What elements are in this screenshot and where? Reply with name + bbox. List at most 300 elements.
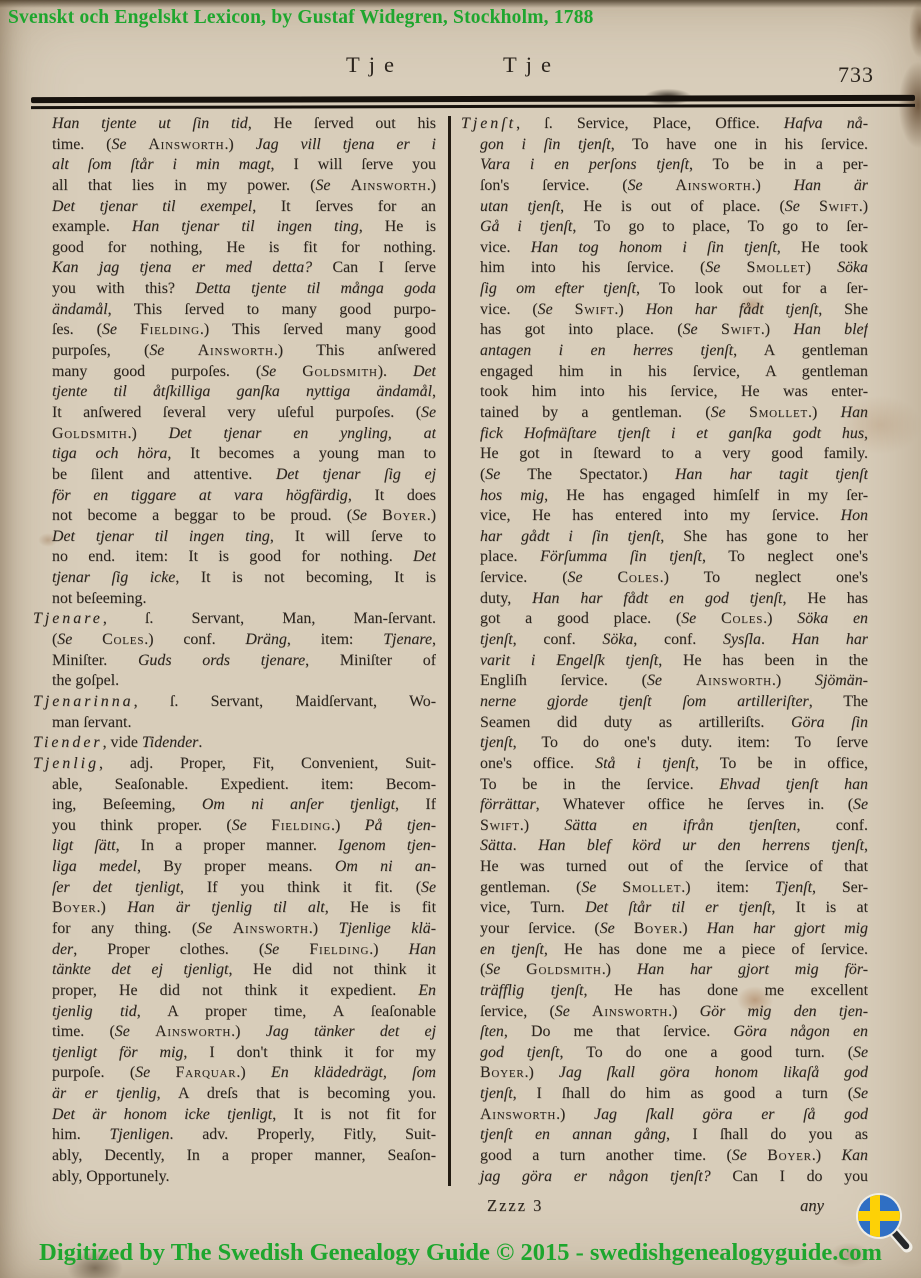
text-line: [33, 279, 436, 300]
text-segment: .: [198, 734, 203, 752]
text-segment: [643, 177, 676, 194]
text-segment: .): [369, 940, 409, 958]
text-segment: Can I ſerve: [312, 259, 436, 277]
text-segment: Tjenſt: [461, 115, 517, 132]
text-segment: ſervice, (: [480, 1002, 555, 1020]
text-segment: är er tjenlig: [52, 1085, 157, 1103]
text-line: [33, 713, 436, 734]
text-segment: , This ſerved to many good purpo-: [107, 300, 436, 318]
text-segment: Boyer: [382, 507, 427, 525]
text-segment: .): [308, 919, 339, 937]
text-segment: many good purpoſes. (: [52, 362, 262, 380]
text-line: [461, 547, 868, 568]
text-segment: ſon's ſervice. (: [480, 176, 628, 194]
text-line: [461, 1125, 868, 1146]
text-segment: Tjenare: [383, 631, 433, 649]
text-segment: , I ſhall do him as good a turn (: [512, 1085, 853, 1103]
text-segment: (: [480, 465, 486, 483]
text-segment: Tjenlig: [33, 754, 100, 772]
text-segment: ſer det tjenligt: [52, 878, 180, 896]
text-segment: Se: [581, 878, 597, 896]
text-segment: för en tiggare at vara högfärdig: [52, 486, 348, 504]
digitization-footer: Digitized by The Swedish Genealogy Guide © 2015 - swedishgenealogyguide.com: [39, 1239, 882, 1266]
text-line: [461, 1002, 868, 1023]
text-segment: Vara i en perſons tjenſt: [480, 156, 690, 174]
text-segment: Han har: [791, 631, 868, 649]
text-segment: Se: [264, 940, 280, 958]
text-line: [33, 527, 436, 548]
text-segment: ably, Decently, In a proper manner, Seaſon-: [52, 1147, 436, 1165]
text-segment: Han tjenar til ingen ting: [131, 218, 359, 236]
text-segment: En: [418, 981, 436, 999]
text-segment: Se: [485, 465, 501, 483]
text-segment: Sätta: [480, 837, 513, 855]
text-segment: liga medel: [52, 858, 137, 876]
text-segment: .): [519, 816, 565, 834]
text-segment: (: [480, 961, 486, 979]
text-line: [33, 300, 436, 321]
text-segment: , He has done me a piece of ſervice.: [543, 940, 868, 958]
text-segment: , It ſerves for an: [252, 197, 436, 215]
text-segment: utan tjenſt: [480, 197, 561, 215]
text-segment: , To be in office,: [694, 754, 868, 772]
text-segment: Engliſh ſervice. (: [480, 672, 647, 690]
text-segment: Boyer: [52, 899, 97, 917]
text-segment: Se: [114, 1023, 130, 1041]
text-segment: [726, 404, 749, 421]
text-line: [461, 816, 868, 837]
text-segment: Sjömän-: [815, 672, 868, 690]
text-segment: Han: [408, 940, 436, 958]
text-segment: [696, 610, 721, 627]
text-line: [33, 403, 436, 424]
text-segment: , He has: [782, 589, 868, 607]
text-segment: Coles: [721, 610, 764, 628]
text-line: [461, 1105, 868, 1126]
text-segment: Han: [840, 403, 868, 421]
text-line: [33, 547, 436, 568]
text-segment: . adv. Properly, Fitly, Suit-: [169, 1126, 436, 1144]
text-segment: , To do one's duty. item: To ſerve: [512, 734, 868, 752]
text-segment: , It is not becoming, It is: [175, 569, 436, 587]
text-segment: He ſerved out his: [251, 115, 436, 132]
text-line: [461, 1043, 868, 1064]
text-segment: man ſervant.: [52, 713, 132, 731]
text-line: [461, 1146, 868, 1167]
text-line: [461, 197, 868, 218]
text-segment: Se: [231, 816, 247, 834]
text-segment: antagen i en herres tjenſt: [480, 342, 734, 360]
text-segment: one's office.: [480, 754, 596, 772]
text-segment: .): [668, 1002, 700, 1020]
text-segment: tjenſt: [480, 631, 513, 649]
text-segment: , Do me that ſervice.: [503, 1023, 734, 1041]
text-segment: Stå i tjenſt: [595, 754, 695, 772]
text-line: [33, 960, 436, 981]
text-segment: Jag tänker det ej: [265, 1023, 436, 1041]
text-line: [461, 898, 868, 919]
text-segment: , He has engaged himſelf in my ſer-: [544, 486, 868, 504]
text-segment: Se: [731, 1147, 747, 1165]
text-line: [33, 775, 436, 796]
text-segment: Can I do you: [710, 1167, 868, 1185]
entry-headword-line: [461, 114, 868, 135]
text-line: [461, 300, 868, 321]
text-line: [461, 981, 868, 1002]
text-segment: Swift: [574, 300, 615, 318]
text-line: [461, 836, 868, 857]
text-segment: Jag ſkall göra honom likaſå god: [558, 1064, 868, 1082]
text-segment: Se: [421, 403, 436, 421]
text-line: [461, 1167, 868, 1188]
text-segment: , It does: [347, 486, 436, 504]
text-segment: Göra ſin: [791, 713, 868, 731]
text-segment: Han blef: [793, 321, 868, 339]
text-segment: He got in ſteward to a very good family.: [480, 445, 868, 463]
text-segment: Coles: [617, 569, 660, 587]
text-segment: Ainsworth: [480, 1105, 557, 1123]
page-number: 733: [838, 62, 874, 87]
text-line: [461, 382, 868, 403]
text-segment: ,: [864, 837, 868, 855]
text-segment: , He took: [776, 238, 868, 256]
text-segment: Ehvad tjenſt han: [719, 775, 868, 793]
text-segment: ,: [864, 424, 868, 442]
text-line: [461, 1084, 868, 1105]
text-segment: not beſeeming.: [52, 589, 147, 607]
text-segment: .): [127, 424, 169, 442]
text-segment: proper, He did not think it expedient.: [52, 981, 419, 999]
text-segment: ligt ſätt: [52, 837, 116, 855]
text-segment: Söka: [602, 631, 634, 649]
text-segment: Se: [197, 919, 213, 937]
text-line: [33, 362, 436, 383]
text-segment: .) conf.: [144, 631, 246, 649]
text-segment: .: [761, 631, 792, 649]
text-segment: ably, Opportunely.: [52, 1167, 170, 1185]
text-line: [33, 258, 436, 279]
text-segment: ,: [432, 631, 436, 649]
text-line: [33, 506, 436, 527]
text-segment: en tjenſt: [480, 940, 544, 958]
text-segment: , To go to place, To go to ſer-: [572, 218, 868, 236]
digitization-header: Svenskt och Engelskt Lexicon, by Gustaf Widegren, Stockholm, 1788: [8, 7, 594, 28]
text-segment: , To neglect one's: [701, 548, 868, 566]
text-segment: [500, 961, 526, 978]
text-segment: engaged him in his ſervice, A gentleman: [480, 362, 868, 380]
text-line: [33, 1022, 436, 1043]
text-segment: .): [807, 403, 841, 421]
text-line: [33, 1125, 436, 1146]
text-segment: Se: [135, 1064, 151, 1082]
text-segment: Ainsworth: [350, 176, 427, 194]
text-segment: Se: [853, 796, 868, 814]
text-segment: , To do one a good turn. (: [559, 1043, 853, 1061]
text-segment: , He has been in the: [658, 651, 868, 669]
text-segment: vice, He has entered into my ſervice.: [480, 507, 841, 525]
text-segment: Han är tjenlig til alt: [127, 899, 325, 917]
text-segment: Sätta en ifrån tjenſten: [564, 816, 797, 834]
text-segment: [276, 363, 302, 380]
text-segment: .) To neglect one's: [659, 569, 868, 587]
text-segment: , If you think it fit. (: [180, 878, 421, 896]
text-segment: [662, 672, 696, 689]
text-segment: har gådt i ſin tjenſt: [480, 527, 661, 545]
text-line: [461, 671, 868, 692]
text-segment: place.: [480, 548, 541, 566]
text-segment: vice.: [480, 238, 531, 256]
signature-mark: Zzzz 3: [487, 1196, 544, 1215]
text-segment: Ainsworth: [675, 176, 752, 194]
text-line: [33, 857, 436, 878]
running-head-right: Tje: [503, 52, 560, 77]
text-segment: Goldsmith: [526, 961, 602, 979]
text-segment: Sysſla: [723, 631, 761, 649]
text-segment: Boyer: [767, 1147, 812, 1165]
text-segment: vice. (: [480, 300, 538, 318]
text-segment: träfflig tjenſt: [480, 981, 584, 999]
text-segment: Smollet: [622, 878, 682, 896]
text-segment: .): [236, 1064, 271, 1082]
text-segment: ).: [377, 362, 414, 380]
text-segment: .: [512, 837, 539, 855]
text-segment: ): [805, 259, 838, 277]
text-segment: .): [601, 961, 637, 979]
text-line: [461, 919, 868, 940]
text-segment: ſig om efter tjenſt: [480, 280, 636, 298]
text-segment: Göra någon en: [733, 1023, 868, 1041]
text-segment: Förſumma ſin tjenſt: [540, 548, 702, 566]
text-line: [33, 671, 436, 692]
text-segment: Det är honom icke tjenligt: [52, 1105, 273, 1123]
text-segment: for any thing. (: [52, 919, 198, 937]
text-segment: , ſ. Service, Place, Office.: [516, 115, 784, 132]
text-segment: Se: [627, 176, 643, 194]
text-segment: Detta tjente til många goda: [195, 280, 436, 298]
text-segment: .): [96, 899, 128, 917]
text-segment: , Ser-: [812, 878, 868, 896]
text-line: [33, 795, 436, 816]
text-segment: , He is out of place. (: [560, 197, 785, 215]
text-segment: Se: [710, 403, 726, 421]
text-segment: Söka en: [797, 610, 868, 628]
text-segment: Det: [413, 548, 436, 566]
text-line: [33, 1146, 436, 1167]
text-segment: purpoſes, (: [52, 342, 150, 360]
left-column: [33, 114, 436, 1187]
text-segment: Goldsmith: [52, 424, 128, 442]
text-segment: Det tjenar til ingen ting: [52, 527, 270, 545]
text-line: [33, 630, 436, 651]
text-segment: [150, 1064, 175, 1081]
text-segment: duty,: [480, 589, 533, 607]
text-segment: [212, 920, 233, 937]
text-line: [461, 176, 868, 197]
text-segment: , A gentleman: [733, 342, 868, 360]
text-line: [461, 506, 868, 527]
text-segment: , It is at: [771, 899, 868, 917]
text-line: [33, 176, 436, 197]
text-segment: Gör mig den tjen-: [699, 1002, 868, 1020]
text-segment: Jag vill tjena er i: [255, 135, 436, 153]
text-segment: , conf.: [796, 816, 868, 834]
text-line: [33, 1063, 436, 1084]
text-segment: Se: [599, 919, 615, 937]
text-line: [33, 465, 436, 486]
text-segment: [596, 879, 622, 896]
text-segment: tjenligt för mig: [52, 1043, 184, 1061]
text-segment: , I don't think it for my: [183, 1043, 436, 1061]
text-segment: Se: [421, 878, 436, 896]
text-segment: .): [524, 1064, 559, 1082]
text-segment: god tjenſt: [480, 1043, 560, 1061]
text-segment: förrättar: [480, 796, 536, 814]
text-segment: .) item:: [681, 878, 775, 896]
text-segment: [720, 259, 746, 276]
text-segment: [553, 301, 575, 318]
text-segment: tjenſt: [480, 734, 513, 752]
text-segment: Se: [853, 1085, 868, 1103]
text-segment: Se: [853, 1043, 868, 1061]
text-segment: tjenſt en annan gång: [480, 1126, 667, 1144]
text-segment: Kan: [841, 1147, 868, 1165]
text-segment: Han tjente ut ſin tid,: [52, 115, 252, 132]
text-segment: , Whatever office he ſerves in. (: [535, 796, 853, 814]
text-segment: .): [231, 1023, 266, 1041]
text-segment: Se: [101, 321, 117, 339]
text-segment: ing, Beſeeming,: [52, 796, 202, 814]
text-segment: .): [426, 507, 436, 525]
text-segment: Se: [315, 176, 331, 194]
text-line: [461, 238, 868, 259]
text-line: [461, 878, 868, 899]
text-segment: time. (: [52, 135, 112, 153]
text-segment: , I ſhall do you as: [666, 1126, 868, 1144]
text-segment: has got into place. (: [480, 321, 683, 339]
text-segment: Swift: [721, 321, 761, 339]
text-segment: tänkte det ej tjenligt: [52, 961, 229, 979]
text-segment: Farquar: [175, 1064, 237, 1082]
text-segment: , He did not think it: [228, 961, 436, 979]
text-segment: , By proper means.: [137, 858, 335, 876]
text-segment: Se: [784, 197, 800, 215]
text-segment: .): [224, 135, 256, 153]
text-line: [461, 713, 868, 734]
text-segment: Ainsworth: [592, 1002, 669, 1020]
text-segment: ,: [432, 383, 436, 401]
text-segment: you with this?: [52, 280, 196, 298]
text-segment: Igenom tjen-: [338, 837, 436, 855]
text-segment: Tjenarinna: [33, 692, 134, 710]
text-segment: , A dreſs that is becoming you.: [156, 1085, 436, 1103]
text-segment: .): [858, 197, 868, 215]
text-line: [461, 527, 868, 548]
signature-line: [461, 1196, 868, 1216]
text-segment: vice, Turn.: [480, 899, 586, 917]
text-line: [33, 217, 436, 238]
text-segment: not become a beggar to be proud. (: [52, 507, 352, 525]
text-segment: .): [331, 816, 365, 834]
text-line: [33, 1105, 436, 1126]
text-segment: , conf.: [633, 631, 724, 649]
text-line: [33, 382, 436, 403]
text-line: [461, 960, 868, 981]
text-segment: ſervice. (: [480, 569, 568, 587]
text-segment: all that lies in my power. (: [52, 176, 316, 194]
text-segment: , He is: [358, 218, 436, 236]
text-segment: Se: [681, 610, 697, 628]
text-segment: Swift: [819, 197, 859, 215]
text-segment: , It is not fit for: [272, 1105, 436, 1123]
text-line: [461, 775, 868, 796]
text-line: [33, 816, 436, 837]
text-segment: ſes. (: [52, 321, 102, 339]
text-segment: Boyer: [633, 919, 679, 937]
text-segment: [72, 631, 102, 648]
text-line: [33, 981, 436, 1002]
text-line: [461, 589, 868, 610]
text-segment: , adj. Proper, Fit, Convenient, Suit-: [99, 754, 436, 772]
text-segment: tained by a gentleman. (: [480, 403, 711, 421]
text-segment: [130, 1023, 155, 1040]
text-segment: , If: [395, 796, 436, 814]
text-segment: tjente til åtſkilliga ganſka nyttiga ändamål: [52, 383, 433, 401]
text-line: [33, 114, 436, 135]
text-segment: nerne gjorde tjenſt ſom artilleriſter: [480, 692, 809, 710]
text-segment: tjenar ſig icke: [52, 569, 176, 587]
text-line: [461, 444, 868, 465]
text-line: [33, 568, 436, 589]
text-segment: , In a proper manner.: [115, 837, 339, 855]
text-segment: Han är: [793, 176, 868, 194]
text-segment: , He has done me excellent: [583, 981, 868, 999]
text-segment: good a turn another time. (: [480, 1147, 732, 1165]
text-segment: Se: [261, 362, 277, 380]
text-segment: , To be in a per-: [689, 156, 868, 174]
text-segment: Swift: [480, 816, 520, 834]
text-segment: Guds ords tjenare: [137, 651, 306, 669]
text-segment: Ainsworth: [695, 672, 772, 690]
text-line: [33, 1043, 436, 1064]
text-segment: Det ſtår til er tjenſt: [585, 899, 772, 917]
text-line: [33, 898, 436, 919]
text-segment: Fielding: [309, 940, 370, 958]
text-segment: gon i ſin tjenſt: [480, 135, 611, 153]
text-segment: Se: [485, 961, 501, 979]
text-segment: Hon: [840, 507, 868, 525]
text-segment: [247, 817, 271, 834]
text-segment: Smollet: [748, 403, 808, 421]
text-segment: , To have one in his ſervice.: [610, 135, 868, 153]
text-segment: Om ni anſer tjenligt: [201, 796, 396, 814]
text-segment: purpoſe. (: [52, 1064, 136, 1082]
text-line: [461, 465, 868, 486]
text-segment: Se: [537, 300, 553, 318]
text-segment: [126, 136, 148, 153]
text-line: [461, 258, 868, 279]
text-segment: , The: [808, 692, 868, 710]
text-segment: , item:: [286, 631, 384, 649]
text-segment: took him into his ſervice, He was enter-: [480, 383, 868, 401]
text-segment: Se: [567, 569, 583, 587]
text-segment: Kan jag tjena er med detta?: [52, 259, 313, 277]
text-segment: tjenſt: [480, 1085, 513, 1103]
running-head: [0, 52, 921, 86]
text-segment: .) This ſerved many good: [199, 321, 436, 339]
text-line: [461, 754, 868, 775]
text-segment: .): [811, 1147, 842, 1165]
text-segment: Tjenare: [33, 610, 103, 628]
